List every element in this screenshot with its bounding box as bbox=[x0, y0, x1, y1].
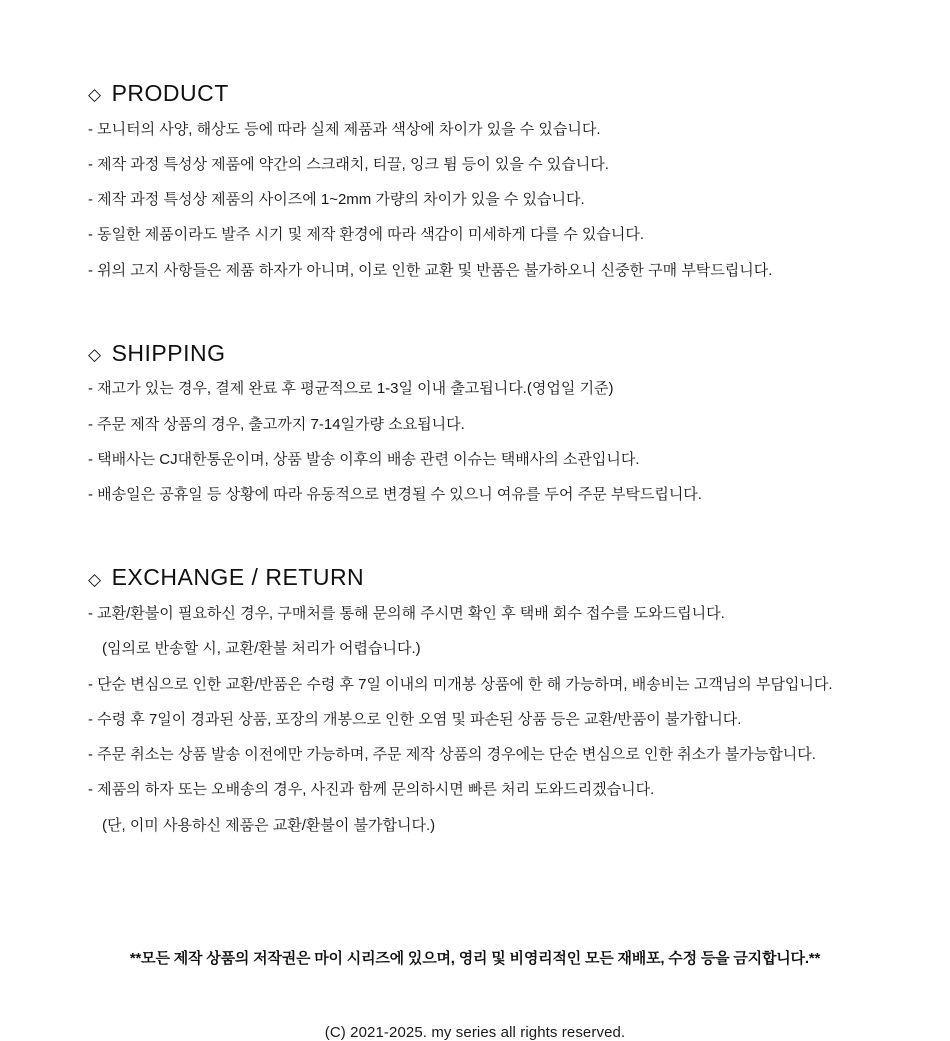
list-item: - 주문 제작 상품의 경우, 출고까지 7-14일가량 소요됩니다. bbox=[88, 415, 465, 433]
section-product bbox=[88, 80, 862, 282]
list-item: (임의로 반송할 시, 교환/환불 처리가 어렵습니다.) bbox=[102, 640, 421, 658]
section-exchange-return bbox=[88, 564, 862, 836]
list-item: - 교환/환불이 필요하신 경우, 구매처를 통해 문의해 주시면 확인 후 택배 회수 접수를 도와드립니다. bbox=[88, 605, 725, 623]
list-item: - 제품의 하자 또는 오배송의 경우, 사진과 함께 문의하시면 빠른 처리 도와드리겠습니다. bbox=[88, 781, 655, 799]
exchange-return-notice-list bbox=[88, 602, 862, 837]
section-shipping bbox=[88, 340, 862, 507]
list-item: - 택배사는 CJ대한통운이며, 상품 발송 이후의 배송 관련 이슈는 택배사의 소관입니다. bbox=[88, 450, 640, 468]
product-notice-list bbox=[88, 118, 862, 282]
shipping-notice-list bbox=[88, 377, 862, 506]
list-item: - 배송일은 공휴일 등 상황에 따라 유동적으로 변경될 수 있으니 여유를 두어 주문 부탁드립니다. bbox=[88, 486, 702, 504]
list-item: - 수령 후 7일이 경과된 상품, 포장의 개봉으로 인한 오염 및 파손된 상품 등은 교환/반품이 불가합니다. bbox=[88, 710, 742, 728]
diamond-icon: ◇ bbox=[88, 345, 102, 365]
section-exchange-return-title: EXCHANGE / RETURN bbox=[111, 564, 365, 591]
list-item: (단, 이미 사용하신 제품은 교환/환불이 불가합니다.) bbox=[102, 816, 436, 834]
list-item: - 제작 과정 특성상 제품의 사이즈에 1~2mm 가량의 차이가 있을 수 있습니다. bbox=[88, 191, 585, 209]
section-shipping-title: SHIPPING bbox=[111, 339, 226, 366]
list-item: - 모니터의 사양, 해상도 등에 따라 실제 제품과 색상에 차이가 있을 수 있습니다. bbox=[88, 120, 601, 138]
diamond-icon: ◇ bbox=[88, 85, 102, 105]
list-item: - 위의 고지 사항들은 제품 하자가 아니며, 이로 인한 교환 및 반품은 불가하오니 신중한 구매 부탁드립니다. bbox=[88, 261, 773, 279]
copyright-warning-note: **모든 제작 상품의 저작권은 마이 시리즈에 있으며, 영리 및 비영리적인 모든 재배포, 수정 등을 금지합니다.** bbox=[129, 949, 821, 967]
section-product-heading bbox=[88, 80, 862, 108]
list-item: - 단순 변심으로 인한 교환/반품은 수령 후 7일 이내의 미개봉 상품에 한 해 가능하며, 배송비는 고객님의 부담입니다. bbox=[88, 675, 833, 693]
list-item: - 주문 취소는 상품 발송 이전에만 가능하며, 주문 제작 상품의 경우에는 단순 변심으로 인한 취소가 불가능합니다. bbox=[88, 746, 816, 764]
list-item: - 제작 과정 특성상 제품에 약간의 스크래치, 티끌, 잉크 튐 등이 있을 수 있습니다. bbox=[88, 155, 609, 173]
list-item: - 동일한 제품이라도 발주 시기 및 제작 환경에 따라 색감이 미세하게 다를 수 있습니다. bbox=[88, 226, 645, 244]
list-item: - 재고가 있는 경우, 결제 완료 후 평균적으로 1-3일 이내 출고됩니다.(영업일 기준) bbox=[88, 380, 614, 398]
section-product-title: PRODUCT bbox=[111, 80, 229, 106]
diamond-icon: ◇ bbox=[88, 569, 102, 589]
copyright-line: (C) 2021-2025. my series all rights reserved. bbox=[324, 1023, 626, 1041]
section-shipping-heading bbox=[88, 340, 862, 368]
section-exchange-return-heading bbox=[88, 564, 862, 592]
